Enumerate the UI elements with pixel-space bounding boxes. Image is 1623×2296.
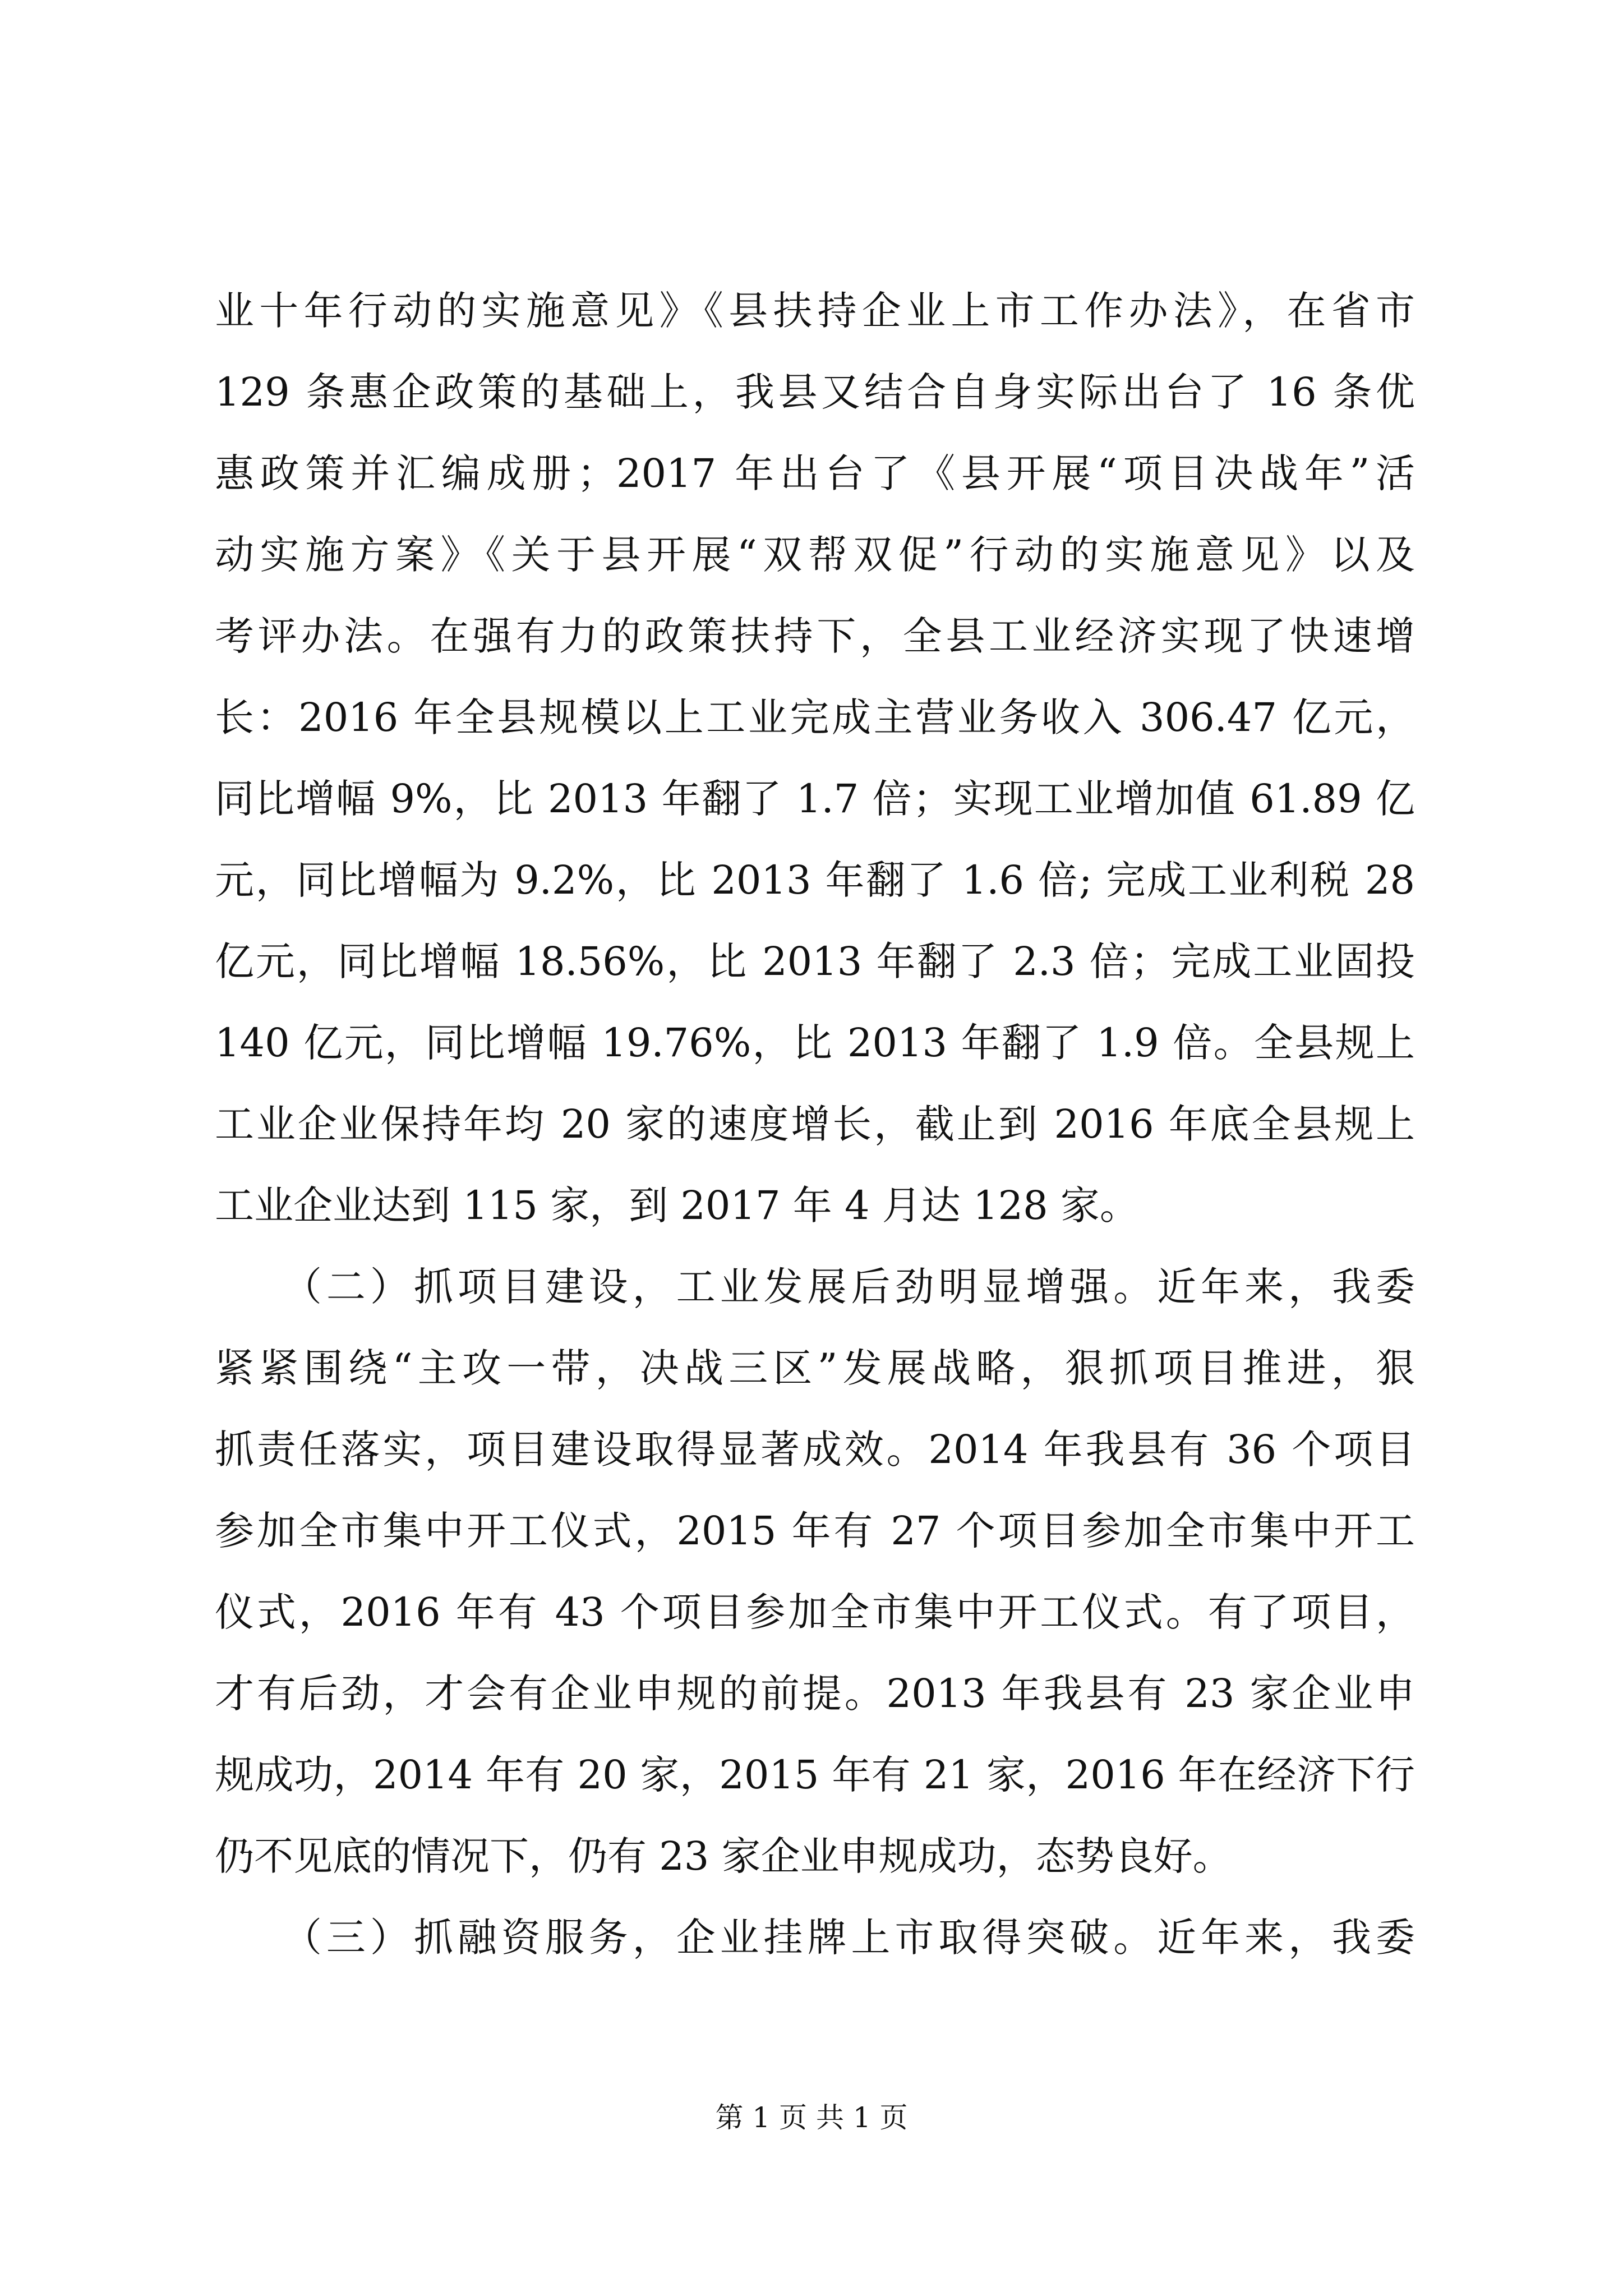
text-line: 同比增幅 9%，比 2013 年翻了 1.7 倍；实现工业增加值 61.89 亿 [215, 776, 1415, 822]
paragraph-financing-service [215, 1897, 1415, 1978]
text-line: 仪式，2016 年有 43 个项目参加全市集中开工仪式。有了项目， [215, 1589, 1415, 1635]
paragraph-project-construction [215, 1246, 1415, 1897]
text-line: 紧紧围绕“主攻一带，决战三区”发展战略，狠抓项目推进，狠 [215, 1345, 1415, 1391]
text-line: 业十年行动的实施意见》《县扶持企业上市工作办法》，在省市 [215, 288, 1415, 334]
text-line: （二）抓项目建设，工业发展后劲明显增强。近年来，我委 [215, 1264, 1415, 1310]
text-line: 工业企业保持年均 20 家的速度增长，截止到 2016 年底全县规上 [215, 1101, 1415, 1147]
text-line: 考评办法。在强有力的政策扶持下，全县工业经济实现了快速增 [215, 613, 1415, 659]
text-line: （三）抓融资服务，企业挂牌上市取得突破。近年来，我委 [215, 1915, 1415, 1961]
text-line: 参加全市集中开工仪式，2015 年有 27 个项目参加全市集中开工 [215, 1508, 1415, 1554]
page-number-footer: 第 1 页 共 1 页 [715, 2101, 908, 2134]
text-line: 140 亿元，同比增幅 19.76%，比 2013 年翻了 1.9 倍。全县规上 [215, 1020, 1415, 1066]
text-line: 才有后劲，才会有企业申规的前提。2013 年我县有 23 家企业申 [215, 1671, 1415, 1717]
paragraph-policy-support [215, 270, 1415, 1246]
text-line: 工业企业达到 115 家，到 2017 年 4 月达 128 家。 [215, 1182, 1139, 1228]
text-line: 动实施方案》《关于县开展“双帮双促”行动的实施意见》以及 [215, 532, 1415, 578]
text-line: 惠政策并汇编成册；2017 年出台了《县开展“项目决战年”活 [215, 450, 1415, 496]
text-line: 长：2016 年全县规模以上工业完成主营业务收入 306.47 亿元， [215, 694, 1415, 740]
text-line: 仍不见底的情况下，仍有 23 家企业申规成功，态势良好。 [215, 1833, 1232, 1879]
document-body [215, 270, 1415, 1978]
text-line: 规成功，2014 年有 20 家，2015 年有 21 家，2016 年在经济下行 [215, 1752, 1415, 1798]
text-line: 抓责任落实，项目建设取得显著成效。2014 年我县有 36 个项目 [215, 1427, 1415, 1473]
text-line: 129 条惠企政策的基础上，我县又结合自身实际出台了 16 条优 [215, 369, 1415, 415]
text-line: 亿元，同比增幅 18.56%，比 2013 年翻了 2.3 倍；完成工业固投 [215, 938, 1415, 984]
text-line: 元，同比增幅为 9.2%，比 2013 年翻了 1.6 倍; 完成工业利税 28 [215, 857, 1415, 903]
